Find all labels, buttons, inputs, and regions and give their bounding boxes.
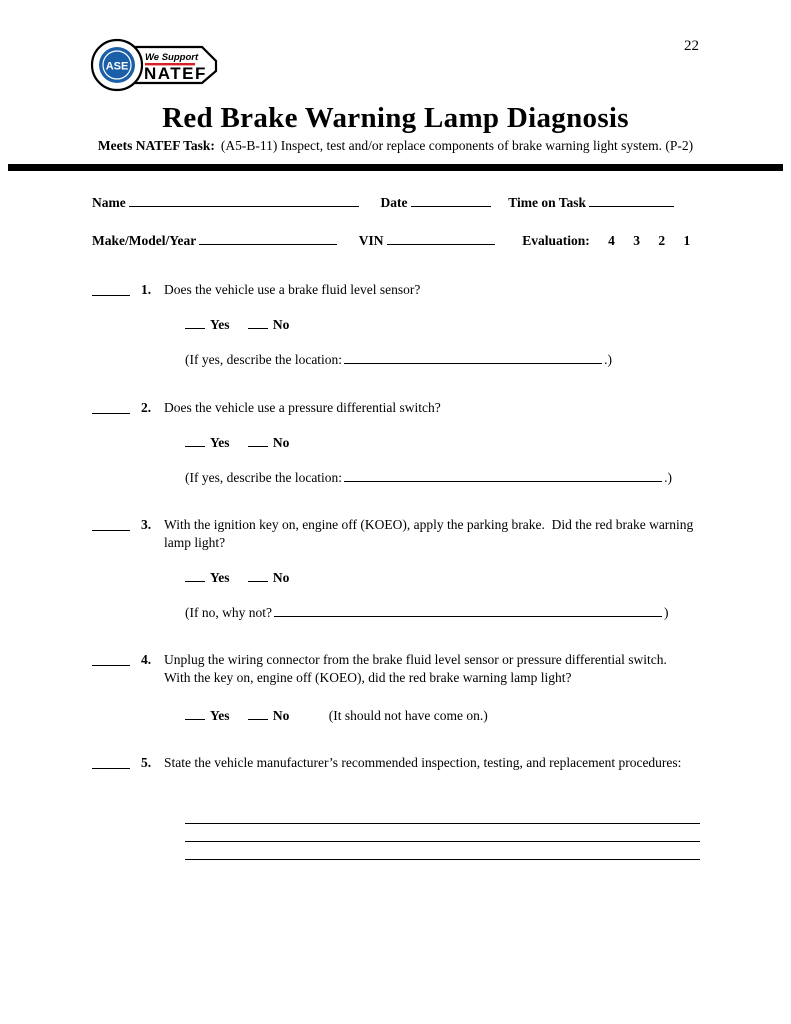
followup-blank-line [344,350,602,364]
time-on-task-blank-line [589,193,674,207]
yes-label: Yes [210,708,230,723]
ase-label: ASE [105,60,129,73]
followup-line-3 [185,603,699,621]
write-in-line [185,806,700,824]
evaluation-score-4: 4 [608,232,615,248]
evaluation-score-3: 3 [633,232,641,248]
form-body [0,193,791,860]
vin-blank-line [387,231,495,245]
evaluation-score-1: 1 [683,232,691,248]
question-number: 1. [141,281,152,297]
yes-blank-line [185,433,205,447]
question-text: Unplug the wiring connector from the brake fluid level sensor or pressure differential switch. With the key on, engine off (KOEO), did the red brake warning lamp light? [164,652,674,685]
followup-blank-line [344,468,662,482]
yes-no-line-1 [185,315,699,333]
name-blank-line [129,193,359,207]
write-in-line [185,824,700,842]
question-item-5 [92,754,699,771]
yes-label: Yes [210,434,230,450]
followup-blank-line [274,603,662,617]
no-blank-line [248,568,268,582]
question-item-3 [92,516,699,551]
natef-label: NATEF [144,64,207,83]
name-label: Name [92,194,126,210]
no-blank-line [248,315,268,329]
date-blank-line [411,193,491,207]
question-item-1 [92,281,699,298]
vehicle-evaluation-row [92,231,699,249]
we-support-label: We Support [145,52,199,63]
answer-blank-line [92,651,130,666]
yes-no-line-2 [185,433,699,451]
followup-suffix: ) [663,605,669,621]
question-number: 5. [141,755,152,771]
make-model-year-blank-line [199,231,337,245]
make-model-year-label: Make/Model/Year [92,232,196,248]
natef-logo [90,34,222,96]
yes-label: Yes [210,569,230,585]
answer-blank-line [92,281,130,296]
question-number: 3. [141,517,152,533]
time-on-task-label: Time on Task [508,194,587,210]
question-note: (It should not have come on.) [328,708,488,723]
followup-prefix: (If yes, describe the location: [185,352,343,368]
no-label: No [272,708,290,723]
natef-key-logo-graphic [90,34,222,96]
evaluation-score-2: 2 [658,232,666,248]
answer-blank-line [92,754,130,769]
page-header [0,0,791,96]
task-text: (A5-B-11) Inspect, test and/or replace components of brake warning light system. (P-2) [220,138,694,153]
yes-blank-line [185,706,205,720]
yes-label: Yes [210,317,230,333]
followup-prefix: (If no, why not? [185,605,272,621]
no-label: No [272,317,290,333]
divider-rule [8,164,783,171]
evaluation-label: Evaluation: [522,232,590,248]
question-item-2 [92,399,699,416]
document-title: Red Brake Warning Lamp Diagnosis [162,102,629,134]
followup-suffix: .) [664,470,672,486]
task-label: Meets NATEF Task: [97,138,215,153]
vin-label: VIN [358,232,384,248]
followup-suffix: .) [604,352,612,368]
followup-prefix: (If yes, describe the location: [185,470,343,486]
yes-blank-line [185,315,205,329]
yes-no-line-4 [185,706,699,724]
question-text: Does the vehicle use a brake fluid level sensor? [164,281,421,297]
question-text: Does the vehicle use a pressure differential switch? [164,399,441,415]
no-blank-line [248,706,268,720]
question-item-4 [92,651,699,686]
no-label: No [272,569,290,585]
no-blank-line [248,433,268,447]
answer-blank-line [92,399,130,414]
question-number: 4. [141,652,152,668]
name-date-time-row [92,193,699,211]
followup-line-2 [185,468,699,486]
question-text: State the vehicle manufacturer’s recommended inspection, testing, and replacement procedures: [164,755,682,771]
yes-no-line-3 [185,568,699,586]
question-number: 2. [141,399,152,415]
no-label: No [272,434,290,450]
followup-line-1 [185,350,699,368]
question-text: With the ignition key on, engine off (KOEO), apply the parking brake. Did the red brake warning lamp light? [164,517,697,550]
answer-blank-line [92,516,130,531]
date-label: Date [380,194,408,210]
page-number: 22 [684,38,699,54]
natef-task-line [81,137,711,155]
write-in-line [185,842,700,860]
yes-blank-line [185,568,205,582]
